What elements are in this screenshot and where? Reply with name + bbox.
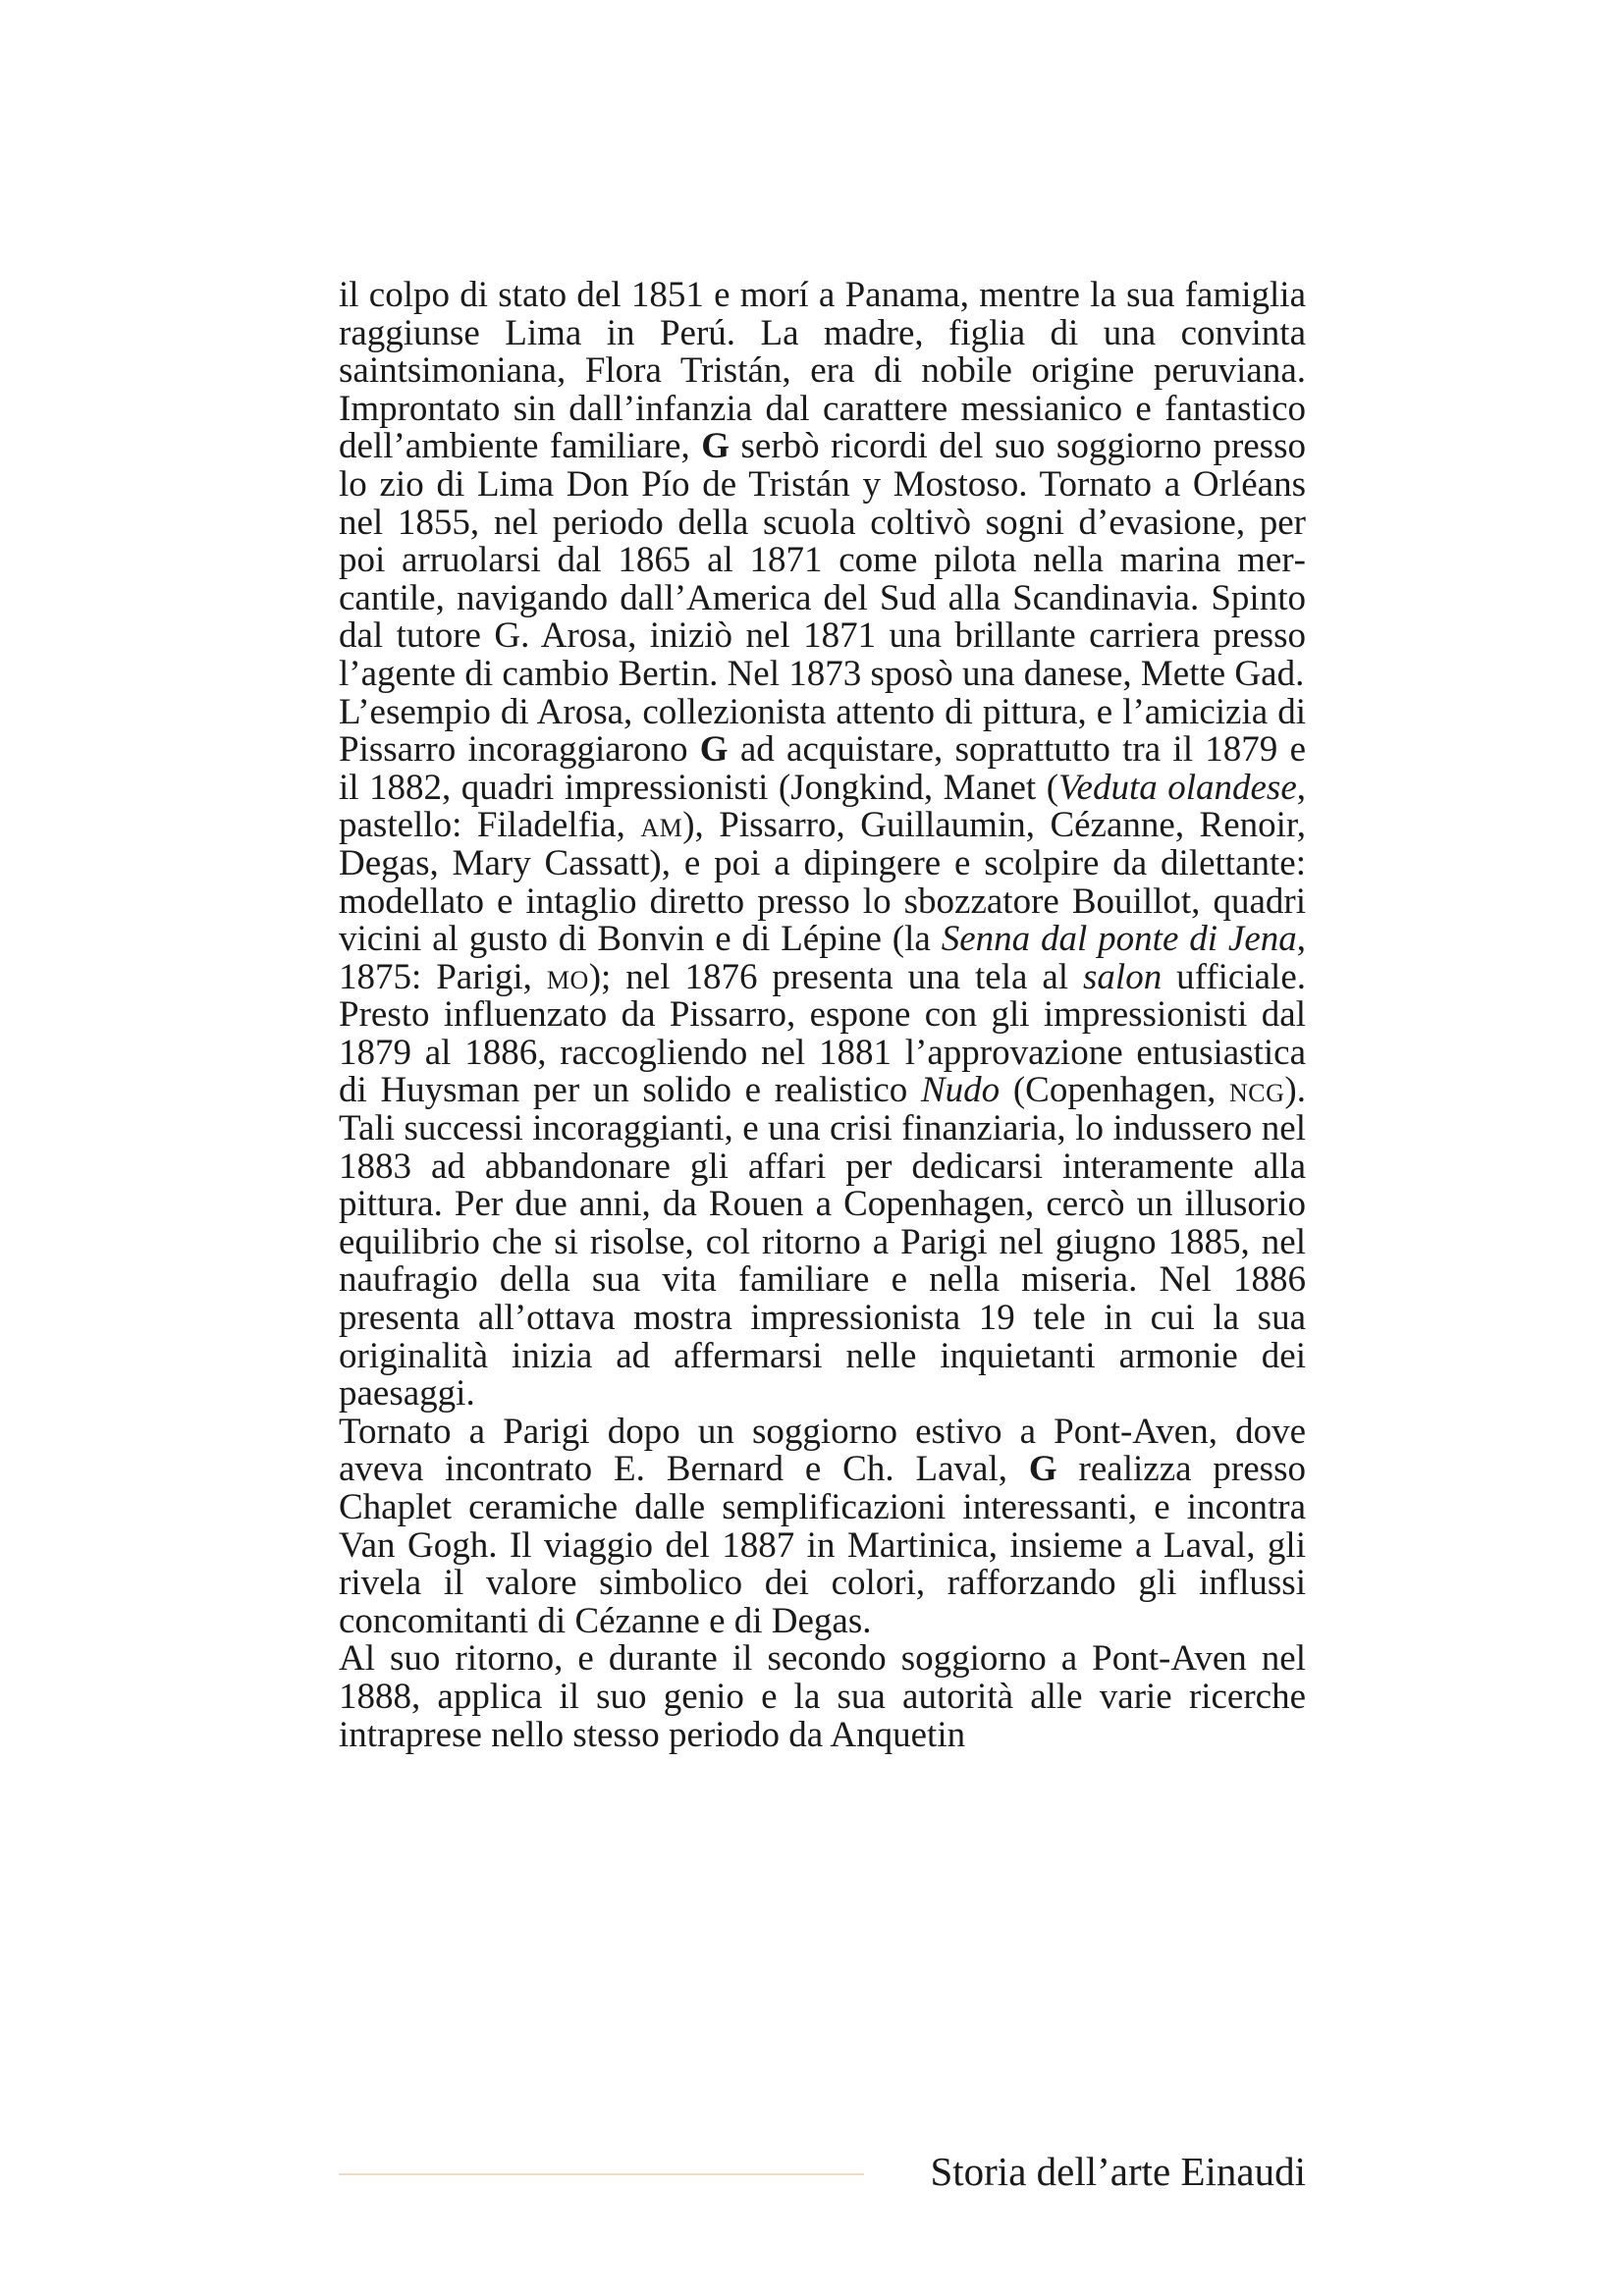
text-run: (Copenhagen, xyxy=(1000,1070,1229,1111)
text-run: L’esempio di Arosa, collezionista attento di pittura, e l’amicizia di Pissarro incoraggiarono xyxy=(339,691,1306,771)
text-run: ); nel 1876 presenta una tela al xyxy=(588,956,1084,997)
footer-rule xyxy=(339,2173,864,2175)
paragraph xyxy=(339,1640,1306,1754)
body-text xyxy=(339,277,1306,1754)
text-run: ), Pissarro, Guillaumin, Cézanne, Renoir, Degas, Mary Cassatt), e poi a dipingere e scolpire da dilettante: modellato e intaglio diretto presso lo sbozzatore Bouillot, quadri vicini al gusto di Bonvin e di Lépine (la xyxy=(339,805,1306,960)
text-run: ufficiale. Presto influenzato da Pissarro, espone con gli impressionisti dal 1879 al 1886, raccogliendo nel 1881 l’approvazione entusiastica di Huysman per un solido e realistico xyxy=(339,956,1306,1111)
text-run: , 1875: Parigi, xyxy=(339,919,1306,997)
italic-run: salon xyxy=(1083,956,1163,997)
bold-run: G xyxy=(699,729,729,771)
paragraph xyxy=(339,691,1307,1415)
italic-run: Veduta olandese xyxy=(1058,767,1297,808)
paragraph xyxy=(339,277,1306,694)
text-run: ad acquistare, soprattutto tra il 1879 e il 1882, quadri impressionisti (Jongkind, Manet ( xyxy=(339,729,1306,808)
text-run: , pastello: Filadelfia, xyxy=(339,767,1307,846)
text-run: Al suo ritorno, e durante il secondo soggiorno a Pont-Aven nel 1888, applica il suo genio e la sua autorità alle varie ricerche intraprese nello stesso periodo da Anquetin xyxy=(339,1638,1306,1755)
paragraph xyxy=(339,1411,1306,1641)
bold-run: G xyxy=(1028,1449,1057,1490)
text-run: serbò ricordi del suo soggiorno presso lo zio di Lima Don Pío de Tristán y Mostoso. Tornato a Orléans nel 1855, nel periodo della scuola coltivò sogni d’evasione, per poi arruolarsi dal 1865 al 1871 come pilota nella marina mercantile, navigando dall’America del Sud alla Scandinavia. Spinto dal tutore G. Arosa, iniziò nel 1871 una brillante carriera presso l’agente di cambio Bertin. Nel 1873 sposò una danese, Mette Gad. xyxy=(339,426,1306,694)
text-run: il colpo di stato del 1851 e morí a Panama, mentre la sua famiglia raggiunse Lima in Perú. La madre, figlia di una convinta saintsimoniana, Flora Tristán, era di nobile origine peruviana. Improntato sin dall’infanzia dal carattere messianico e fantastico dell’ambiente familiare, xyxy=(339,275,1306,467)
italic-run: Senna dal ponte di Jena xyxy=(941,919,1297,960)
small-caps-run: mo xyxy=(546,956,589,997)
footer-title: Storia dell’arte Einaudi xyxy=(930,2149,1306,2194)
text-run: realizza presso Chaplet ceramiche dalle semplificazioni interessanti, e incontra Van Gogh. Il viaggio del 1887 in Martinica, insieme a Laval, gli rivela il valore simbolico dei colori, rafforzando gli influssi concomitanti di Cézanne e di Degas. xyxy=(339,1449,1306,1641)
italic-run: Nudo xyxy=(920,1070,1001,1111)
small-caps-run: ncg xyxy=(1229,1070,1285,1111)
text-run: Tornato a Parigi dopo un soggiorno estivo a Pont-Aven, dove aveva incontrato E. Bernard e Ch. Laval, xyxy=(339,1411,1306,1490)
small-caps-run: am xyxy=(640,805,683,846)
text-run: ). Tali successi incoraggianti, e una crisi finanziaria, lo indussero nel 1883 ad abbandonare gli affari per dedicarsi interamente alla pittura. Per due anni, da Rouen a Copenhagen, cercò un illusorio equilibrio che si risolse, col ritorno a Parigi nel giugno 1885, nel naufragio della sua vita familiare e nella miseria. Nel 1886 presenta all’ottava mostra impressionista 19 tele in cui la sua originalità inizia ad affermarsi nelle inquietanti armonie dei paesaggi. xyxy=(339,1070,1306,1415)
bold-run: G xyxy=(701,426,730,467)
